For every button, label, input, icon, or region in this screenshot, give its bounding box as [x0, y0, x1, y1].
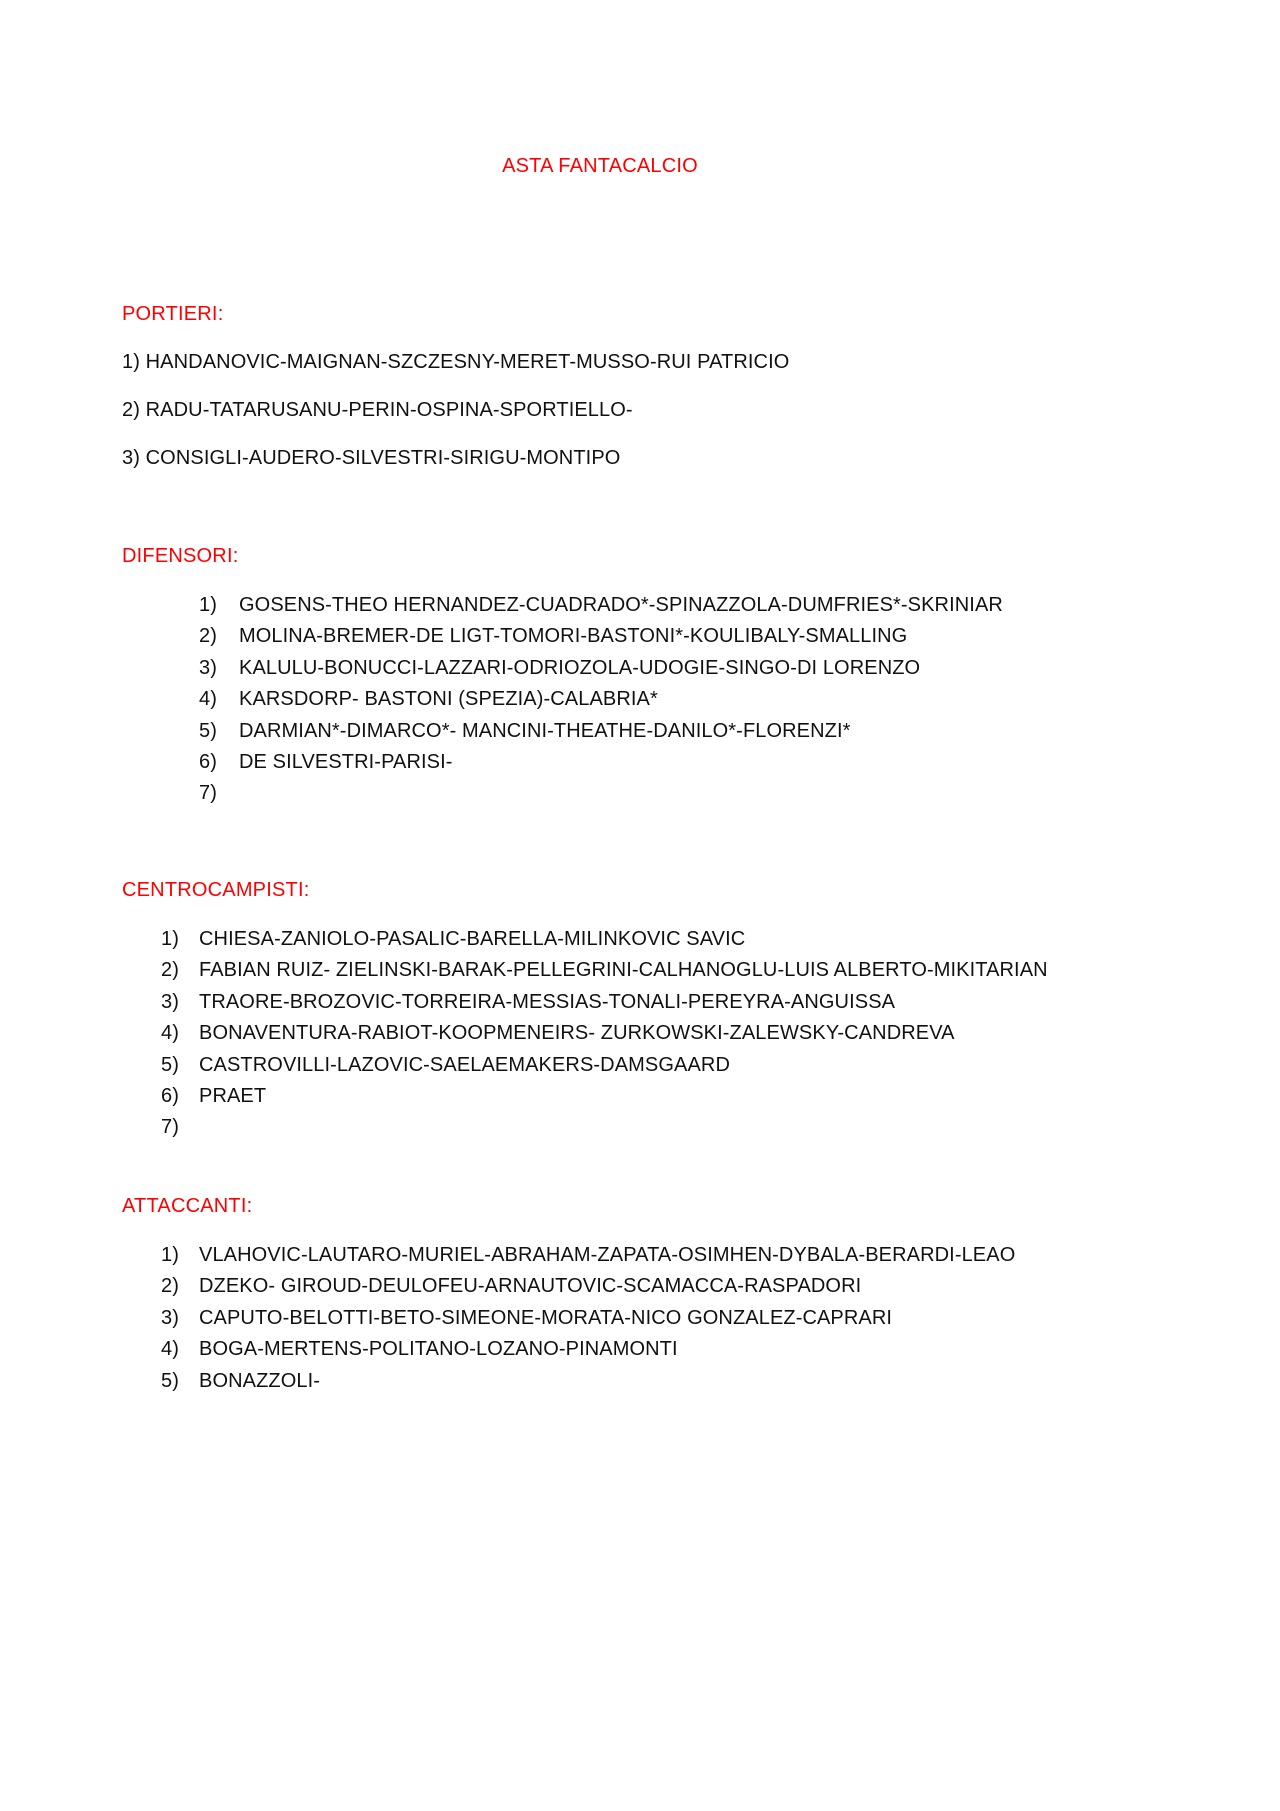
list-number: 7)	[161, 1116, 179, 1139]
list-text: PRAET	[199, 1084, 267, 1107]
list-number: 2)	[161, 959, 179, 982]
portieri-line-3: 3) CONSIGLI-AUDERO-SILVESTRI-SIRIGU-MONTIPO	[122, 447, 621, 469]
list-number: 3)	[161, 1306, 179, 1329]
list-number: 2)	[161, 1275, 179, 1298]
list-text: DZEKO- GIROUD-DEULOFEU-ARNAUTOVIC-SCAMACCA-RASPADORI	[199, 1275, 862, 1298]
portieri-line-2: 2) RADU-TATARUSANU-PERIN-OSPINA-SPORTIELLO-	[122, 399, 633, 421]
list-text: TRAORE-BROZOVIC-TORREIRA-MESSIAS-TONALI-PEREYRA-ANGUISSA	[199, 990, 896, 1013]
list-number: 1)	[161, 1244, 179, 1266]
list-text: CASTROVILLI-LAZOVIC-SAELAEMAKERS-DAMSGAARD	[199, 1053, 730, 1076]
list-text: VLAHOVIC-LAUTARO-MURIEL-ABRAHAM-ZAPATA-OSIMHEN-DYBALA-BERARDI-LEAO	[199, 1244, 1016, 1266]
list-number: 4)	[161, 1022, 179, 1045]
list-text: CAPUTO-BELOTTI-BETO-SIMEONE-MORATA-NICO GONZALEZ-CAPRARI	[199, 1306, 893, 1329]
list-number: 2)	[199, 625, 217, 648]
list-number: 1)	[199, 594, 217, 616]
list-number: 6)	[199, 750, 217, 773]
list-text: GOSENS-THEO HERNANDEZ-CUADRADO*-SPINAZZOLA-DUMFRIES*-SKRINIAR	[239, 594, 1003, 616]
list-number: 5)	[199, 719, 217, 742]
list-number: 3)	[199, 656, 217, 679]
list-number: 4)	[161, 1338, 179, 1361]
list-number: 6)	[161, 1084, 179, 1107]
section-heading-attaccanti: ATTACCANTI:	[122, 1195, 253, 1217]
section-heading-portieri: PORTIERI:	[122, 303, 224, 325]
list-number: 5)	[161, 1369, 179, 1392]
list-text: DARMIAN*-DIMARCO*- MANCINI-THEATHE-DANILO*-FLORENZI*	[239, 719, 851, 742]
section-heading-centrocampisti: CENTROCAMPISTI:	[122, 879, 310, 901]
list-text: BONAZZOLI-	[199, 1369, 321, 1392]
portieri-line-1: 1) HANDANOVIC-MAIGNAN-SZCZESNY-MERET-MUSSO-RUI PATRICIO	[122, 351, 790, 373]
list-number: 7)	[199, 782, 217, 805]
list-number: 5)	[161, 1053, 179, 1076]
list-text: CHIESA-ZANIOLO-PASALIC-BARELLA-MILINKOVIC SAVIC	[199, 928, 746, 950]
list-number: 1)	[161, 928, 179, 950]
list-text: MOLINA-BREMER-DE LIGT-TOMORI-BASTONI*-KOULIBALY-SMALLING	[239, 625, 908, 648]
list-text: KALULU-BONUCCI-LAZZARI-ODRIOZOLA-UDOGIE-SINGO-DI LORENZO	[239, 656, 921, 679]
list-number: 3)	[161, 990, 179, 1013]
list-text: KARSDORP- BASTONI (SPEZIA)-CALABRIA*	[239, 688, 658, 711]
list-number: 4)	[199, 688, 217, 711]
list-text: BONAVENTURA-RABIOT-KOOPMENEIRS- ZURKOWSKI-ZALEWSKY-CANDREVA	[199, 1022, 955, 1045]
document-title: ASTA FANTACALCIO	[502, 155, 698, 177]
section-heading-difensori: DIFENSORI:	[122, 545, 239, 567]
list-text: FABIAN RUIZ- ZIELINSKI-BARAK-PELLEGRINI-CALHANOGLU-LUIS ALBERTO-MIKITARIAN	[199, 959, 1048, 982]
list-text: BOGA-MERTENS-POLITANO-LOZANO-PINAMONTI	[199, 1338, 678, 1361]
list-text: DE SILVESTRI-PARISI-	[239, 750, 453, 773]
